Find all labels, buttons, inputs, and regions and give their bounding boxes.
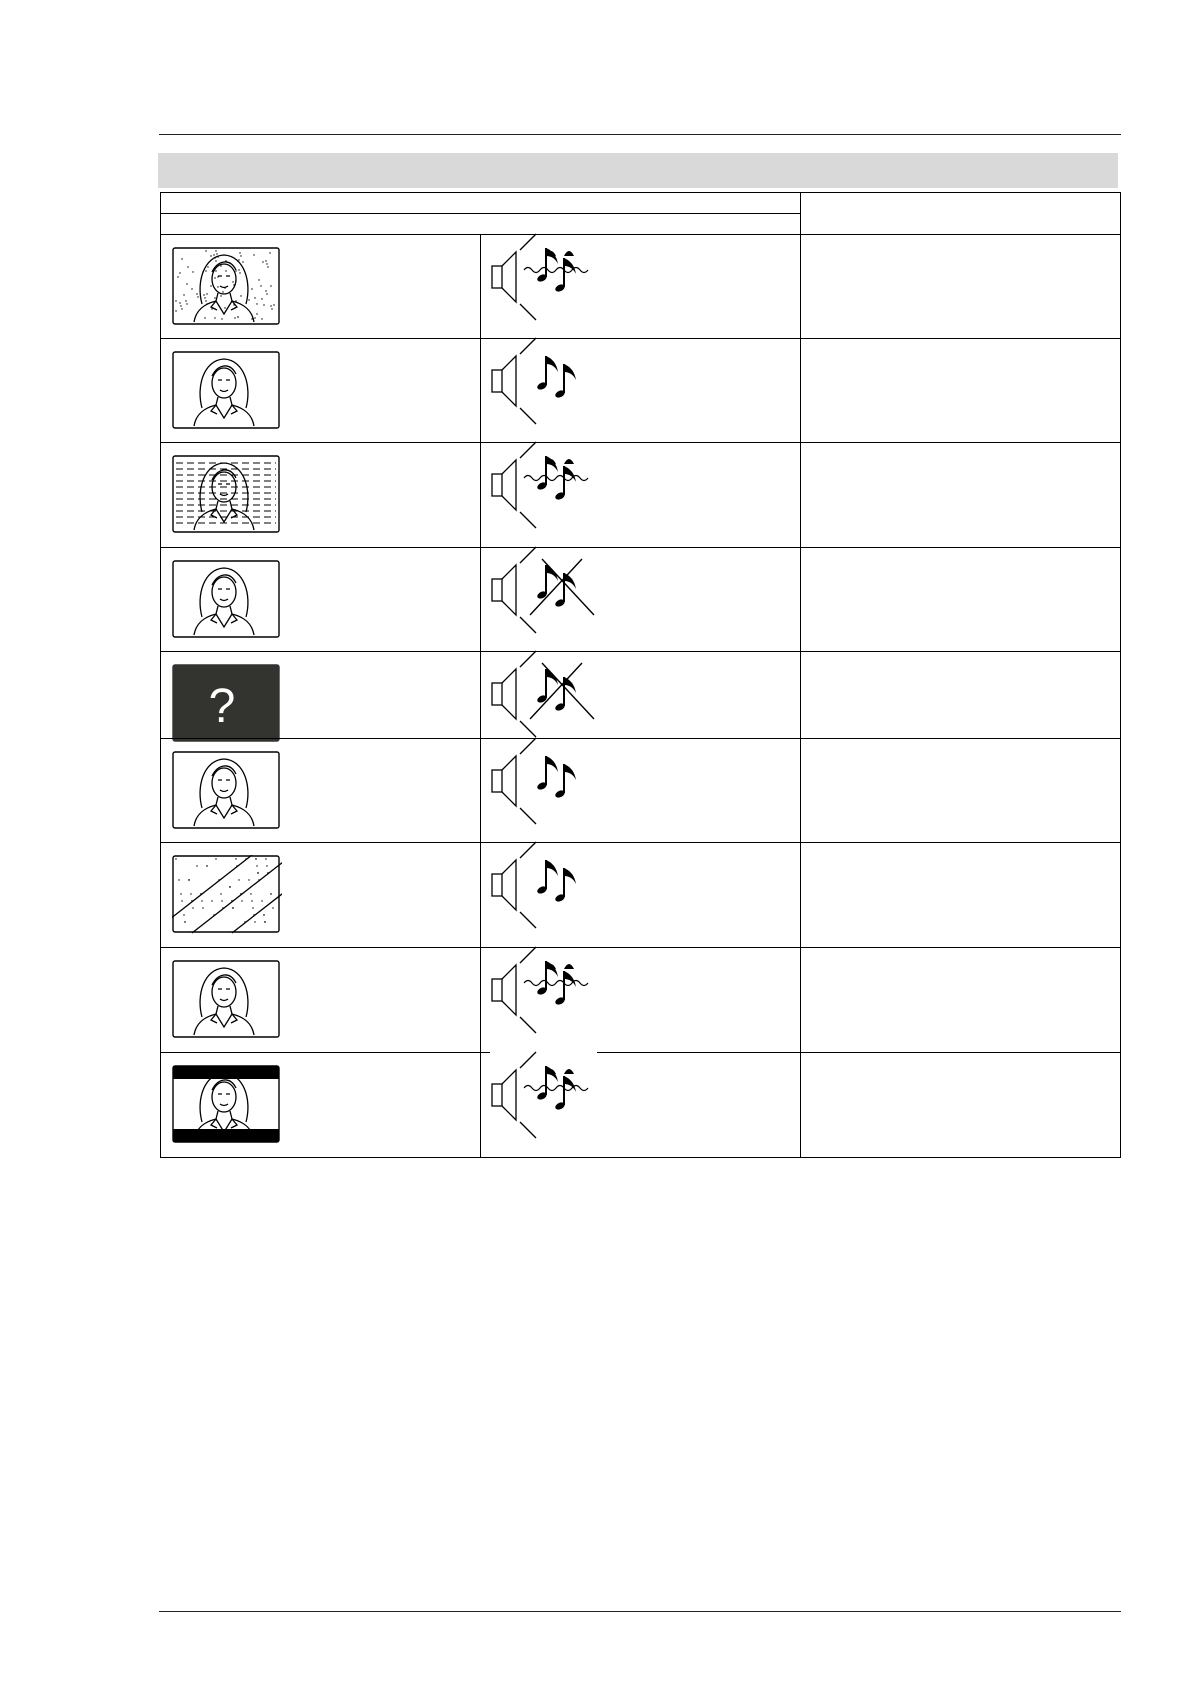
symptom-subheader xyxy=(160,213,800,234)
remedy-cell xyxy=(800,338,1120,442)
table-border-right xyxy=(1120,192,1121,1158)
picture-symptom-cell xyxy=(160,1052,480,1157)
noisy-sound-icon xyxy=(490,943,600,1043)
picture-symptom-cell xyxy=(160,738,480,842)
table-row-divider xyxy=(597,1052,1120,1053)
remedy-cell xyxy=(800,442,1120,547)
symptom-header xyxy=(160,192,800,213)
clear-picture-icon xyxy=(172,351,282,431)
remedy-cell xyxy=(800,1052,1120,1157)
sound-symptom-cell xyxy=(480,738,800,842)
picture-symptom-cell xyxy=(160,442,480,547)
troubleshooting-table xyxy=(160,192,1121,1160)
noisy-sound-icon xyxy=(490,438,600,538)
normal-sound-icon xyxy=(490,734,600,834)
normal-sound-icon xyxy=(490,334,600,434)
normal-sound-icon xyxy=(490,838,600,938)
sound-symptom-cell xyxy=(480,442,800,547)
sound-symptom-cell xyxy=(480,842,800,947)
sound-symptom-cell xyxy=(480,547,800,651)
table-border-top xyxy=(160,192,1120,193)
section-title-bar xyxy=(158,153,1118,188)
noisy-sound-icon xyxy=(490,230,600,330)
no-sound-icon xyxy=(490,543,600,643)
picture-symptom-cell xyxy=(160,547,480,651)
table-row-divider xyxy=(160,338,1121,339)
table-border-bottom xyxy=(160,1157,1121,1158)
table-row-divider xyxy=(160,738,1121,739)
sound-symptom-cell xyxy=(480,338,800,442)
remedy-cell xyxy=(800,234,1120,338)
diagonal-stripes-picture-icon xyxy=(172,855,282,935)
sound-symptom-cell xyxy=(480,651,800,738)
table-row-divider xyxy=(160,651,1121,652)
table-row-divider xyxy=(160,213,800,214)
black-bars-picture-icon xyxy=(172,1065,282,1145)
picture-symptom-cell xyxy=(160,842,480,947)
snowy-picture-icon xyxy=(172,247,282,327)
table-row-divider xyxy=(160,842,1121,843)
remedy-header xyxy=(801,192,1121,234)
table-row-divider xyxy=(160,947,1121,948)
sound-symptom-cell xyxy=(480,234,800,338)
clear-picture-icon xyxy=(172,960,282,1040)
svg-text:?: ? xyxy=(208,680,236,733)
noisy-sound-icon xyxy=(490,1048,600,1148)
sound-symptom-cell xyxy=(480,1052,800,1157)
header-rule xyxy=(159,134,1121,135)
picture-symptom-cell xyxy=(160,338,480,442)
table-column-divider xyxy=(480,234,481,1157)
table-row-divider xyxy=(160,234,1121,235)
table-border-left xyxy=(160,192,161,1158)
table-row-divider xyxy=(160,442,1121,443)
no-picture-icon xyxy=(172,664,282,744)
remedy-cell xyxy=(800,738,1120,842)
horizontal-lines-picture-icon xyxy=(172,455,282,535)
table-row-divider xyxy=(160,1052,490,1053)
remedy-cell xyxy=(800,842,1120,947)
remedy-cell xyxy=(800,651,1120,738)
clear-picture-icon xyxy=(172,751,282,831)
remedy-cell xyxy=(800,547,1120,651)
picture-symptom-cell xyxy=(160,651,480,738)
no-sound-icon xyxy=(490,647,600,747)
remedy-cell xyxy=(800,947,1120,1052)
picture-symptom-cell xyxy=(160,947,480,1052)
table-column-divider xyxy=(800,192,801,1158)
sound-symptom-cell xyxy=(480,947,800,1052)
clear-picture-icon xyxy=(172,560,282,640)
picture-symptom-cell xyxy=(160,234,480,338)
footer-rule xyxy=(159,1611,1121,1612)
table-row-divider xyxy=(160,547,1121,548)
